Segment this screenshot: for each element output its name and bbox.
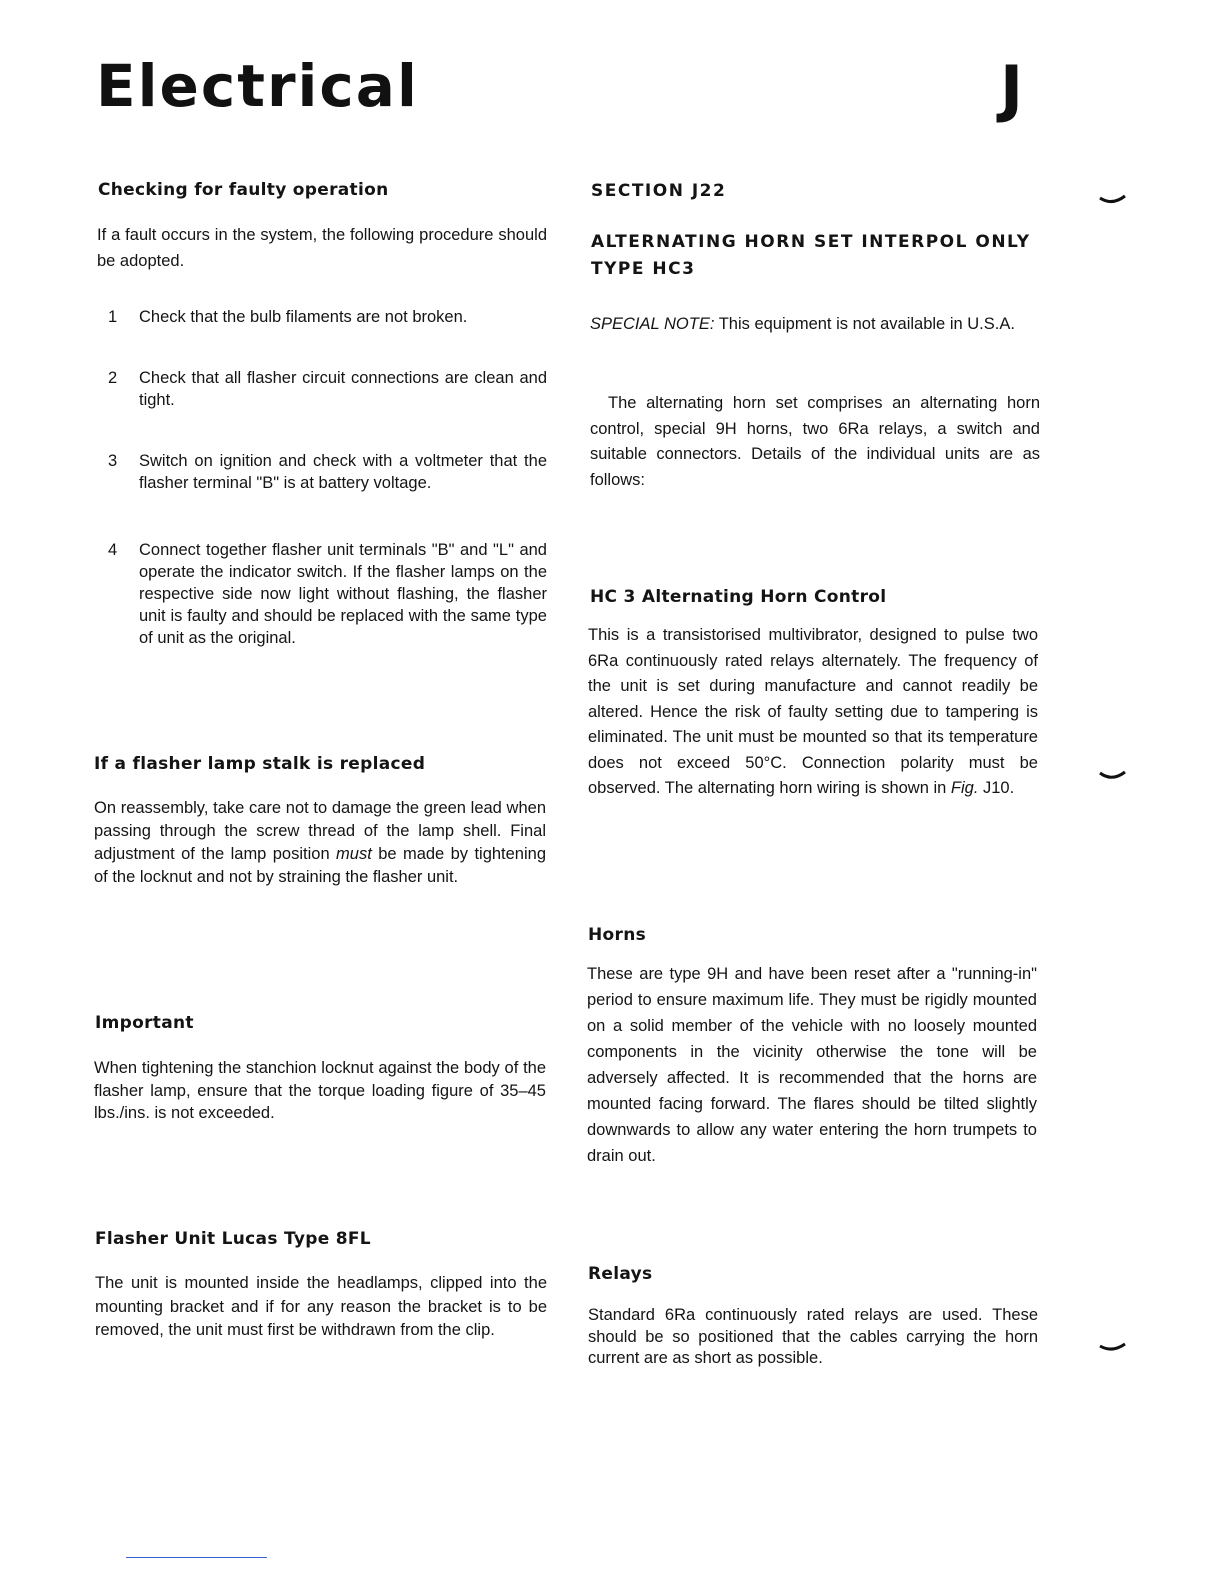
horns-heading: Horns (588, 925, 647, 945)
page-title: Electrical (96, 52, 419, 120)
step-number: 3 (108, 452, 118, 470)
scan-mark-icon (1098, 194, 1128, 208)
scan-mark-icon (1098, 770, 1128, 784)
important-text: When tightening the stanchion locknut against the body of the flasher lamp, ensure that the torque loading figure of 35–45 lbs./ins. is not exceeded. (94, 1059, 546, 1122)
checking-intro: If a fault occurs in the system, the following procedure should be adopted. (97, 226, 547, 270)
step-number: 2 (108, 369, 118, 387)
section-title: ALTERNATING HORN SET INTERPOL ONLY TYPE HC3 (591, 232, 1031, 279)
horns-text: These are type 9H and have been reset after a "running-in" period to ensure maximum life. They must be rigidly mounted on a solid member of the vehicle with no loosely mounted components in the vicinity otherwise the tone will be adversely affected. It is recommended that the horns are mounted facing forward. The flares should be tilted slightly downwards to allow any water entering the horn trumpets to drain out. (587, 965, 1037, 1165)
relays-heading: Relays (588, 1264, 653, 1284)
relays-text: Standard 6Ra continuously rated relays are used. These should be so positioned that the cables carrying the horn current are as short as possible. (588, 1306, 1038, 1367)
step-text: Check that all flasher circuit connections are clean and tight. (139, 369, 547, 409)
section-number: SECTION J22 (591, 181, 727, 201)
flasher-unit-text: The unit is mounted inside the headlamps, clipped into the mounting bracket and if for any reason the bracket is to be removed, the unit must first be withdrawn from the clip. (95, 1274, 547, 1339)
hc3-heading: HC 3 Alternating Horn Control (590, 587, 887, 607)
step-text: Switch on ignition and check with a voltmeter that the flasher terminal "B" is at battery voltage. (139, 452, 547, 492)
stalk-text: On reassembly, take care not to damage the green lead when passing through the screw thread of the lamp shell. Final adjustment of the lamp position must be made by tightening of the locknut and not by straining the flasher unit. (94, 799, 546, 886)
scan-underline (126, 1557, 267, 1558)
step-number: 4 (108, 541, 118, 559)
important-heading: Important (95, 1013, 194, 1033)
checking-heading: Checking for faulty operation (98, 180, 389, 200)
section-letter: J (1000, 52, 1024, 125)
scan-mark-icon (1098, 1342, 1128, 1356)
special-note: SPECIAL NOTE: This equipment is not available in U.S.A. (590, 315, 1015, 333)
step-text: Connect together flasher unit terminals "B" and "L" and operate the indicator switch. If the flasher lamps on the respective side now light without flashing, the flasher unit is faulty and should be replaced with the same type of unit as the original. (139, 541, 547, 647)
flasher-unit-heading: Flasher Unit Lucas Type 8FL (95, 1229, 371, 1249)
step-text: Check that the bulb filaments are not broken. (139, 308, 468, 326)
step-number: 1 (108, 308, 118, 326)
horn-set-intro: The alternating horn set comprises an alternating horn control, special 9H horns, two 6Ra relays, a switch and suitable connectors. Details of the individual units are as follows: (590, 394, 1040, 489)
hc3-text: This is a transistorised multivibrator, designed to pulse two 6Ra continuously rated relays alternately. The frequency of the unit is set during manufacture and cannot readily be altered. Hence the risk of faulty setting due to tampering is eliminated. The unit must be mounted so that its temperature does not exceed 50°C. Connection polarity must be observed. The alternating horn wiring is shown in Fig. J10. (588, 626, 1038, 797)
stalk-heading: If a flasher lamp stalk is replaced (94, 754, 426, 774)
